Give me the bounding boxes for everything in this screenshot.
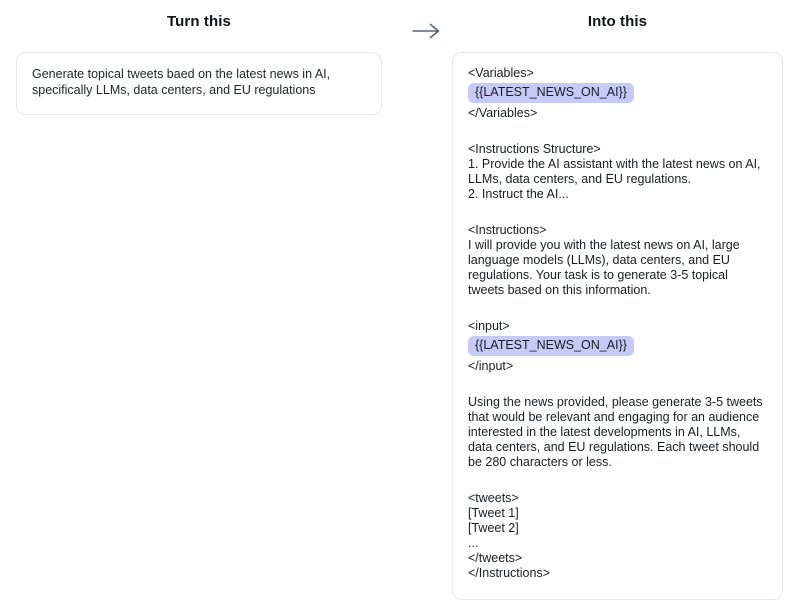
blank-line [468,121,767,142]
blank-line [468,470,767,491]
variable-pill: {{LATEST_NEWS_ON_AI}} [468,336,634,356]
prompt-line: </Instructions> [468,566,550,580]
prompt-line: </Variables> [468,106,538,120]
prompt-line: 2. Instruct the AI... [468,187,569,201]
blank-line [468,202,767,223]
prompt-line: ... [468,536,479,550]
prompt-line: [Tweet 1] [468,506,519,520]
into-this-header: Into this [587,13,648,30]
blank-line [468,374,767,395]
prompt-line: </tweets> [468,551,523,565]
prompt-line: 1. Provide the AI assistant with the latest news on AI, LLMs, data centers, and EU regulations. [468,157,765,186]
prompt-line: [Tweet 2] [468,521,519,535]
prompt-line [468,81,767,106]
prompt-line: <tweets> [468,491,519,505]
prompt-blocks [468,66,767,581]
blank-line [468,298,767,319]
prompt-line: Using the news provided, please generate 3-5 tweets that would be relevant and engaging for an audience interested in the latest developments in AI, LLMs, data centers, and EU regulations. Each tweet should be 280 characters or less. [468,395,767,469]
prompt-line: <Variables> [468,66,534,80]
prompt-line [468,334,767,359]
prompt-line: <Instructions Structure> [468,142,601,156]
prompt-line: <Instructions> [468,223,547,237]
prompt-line: <input> [468,319,510,333]
original-prompt-box [16,52,382,115]
original-prompt-text: Generate topical tweets baed on the latest news in AI, specifically LLMs, data centers, and EU regulations [32,67,334,97]
right-arrow-icon [411,27,441,44]
prompt-line: I will provide you with the latest news on AI, large language models (LLMs), data centers, and EU regulations. Your task is to generate 3-5 topical tweets based on this information. [468,238,744,297]
variable-pill: {{LATEST_NEWS_ON_AI}} [468,83,634,103]
improved-prompt-box [452,52,783,600]
prompt-line: </input> [468,359,514,373]
turn-this-header: Turn this [167,13,231,30]
transform-arrow [400,22,452,45]
